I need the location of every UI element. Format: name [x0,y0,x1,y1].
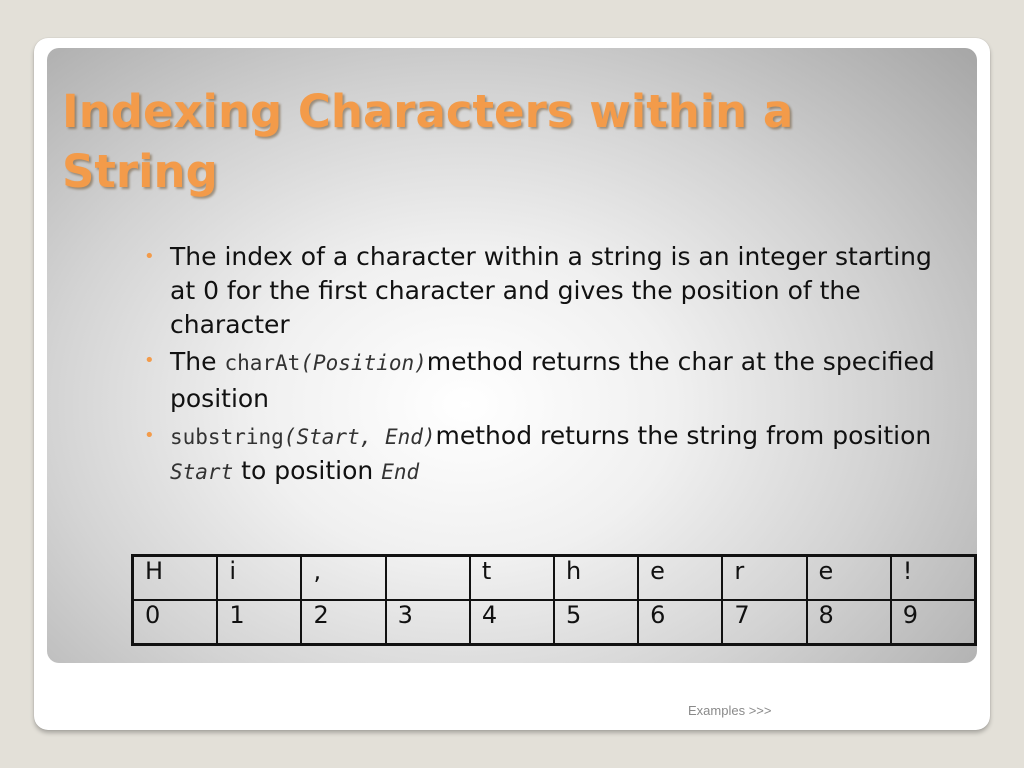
character-cell [386,556,470,601]
index-cell: 5 [554,600,638,645]
character-cell: t [470,556,554,601]
bullet-text: The index of a character within a string is an integer starting at 0 for the first character and gives the position of the character [170,242,932,339]
bullet-text-suffix: method returns the char at the specified position [170,347,935,413]
index-cell: 7 [722,600,806,645]
character-row [133,556,976,601]
bullet-item-index-definition [143,240,943,342]
index-cell: 4 [470,600,554,645]
index-cell: 3 [386,600,470,645]
bullet-item-substring [143,419,943,489]
character-cell: H [133,556,218,601]
content-panel [47,48,977,663]
slide-title: Indexing Characters within a String [62,85,794,198]
examples-link[interactable]: Examples >>> [688,703,772,718]
index-cell: 9 [891,600,976,645]
bullet-icon: • [144,425,155,446]
character-cell: e [807,556,891,601]
character-cell: h [554,556,638,601]
index-cell: 8 [807,600,891,645]
bullet-text-middle: method returns the string from position [435,421,932,450]
character-cell: ! [891,556,976,601]
charat-method-name: charAt [224,351,301,375]
index-cell: 1 [217,600,301,645]
bullet-list [143,240,943,491]
index-cell: 0 [133,600,218,645]
index-row [133,600,976,645]
start-parameter: Start [170,460,234,484]
end-parameter: End [381,460,420,484]
bullet-icon: • [144,246,155,267]
bullet-text-prefix: The [170,347,225,376]
string-index-table [131,554,977,646]
character-cell: , [301,556,385,601]
bullet-item-charat [143,344,943,417]
character-cell: e [638,556,722,601]
bullet-text-connector: to position [233,456,382,485]
index-cell: 2 [301,600,385,645]
substring-method-name: substring [170,425,284,449]
substring-arguments: (Start, End) [283,425,436,449]
bullet-icon: • [144,350,155,371]
charat-argument: (Position) [300,351,427,375]
character-cell: r [722,556,806,601]
index-cell: 6 [638,600,722,645]
character-cell: i [217,556,301,601]
